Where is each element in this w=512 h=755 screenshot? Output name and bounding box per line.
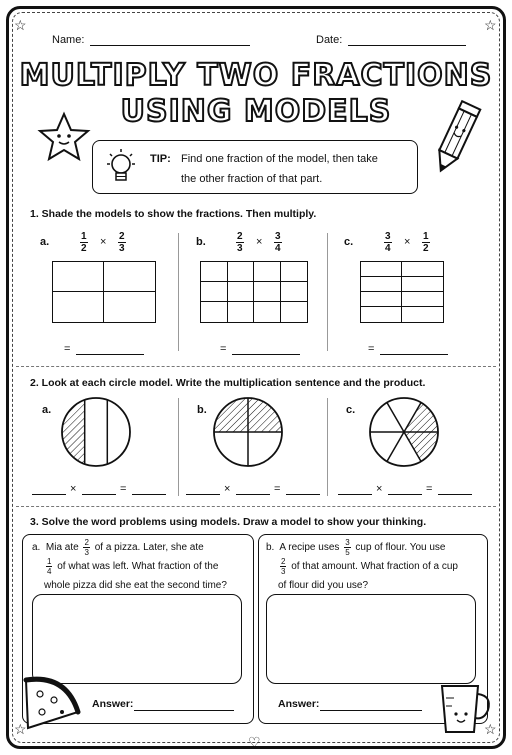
- grid-cell[interactable]: [361, 262, 402, 277]
- star-doodle-icon: ☆: [14, 17, 27, 33]
- grid-cell[interactable]: [402, 277, 443, 292]
- text-segment: Mia ate: [45, 542, 79, 554]
- date-label: Date:: [316, 34, 343, 46]
- fraction-grid-model[interactable]: [360, 261, 444, 323]
- numerator: 2: [281, 557, 286, 567]
- fraction: [280, 557, 286, 576]
- numerator: 3: [275, 231, 281, 242]
- problem-letter: c.: [346, 404, 356, 416]
- text-segment: whole pizza did she eat the second time?: [44, 580, 227, 592]
- fraction-grid-model[interactable]: [52, 261, 156, 323]
- grid-cell[interactable]: [228, 282, 255, 302]
- heart-doodle-icon: ♡: [248, 734, 261, 750]
- numerator: 3: [345, 538, 350, 547]
- work-area-b[interactable]: [266, 594, 476, 684]
- section1-heading: 1. Shade the models to show the fractions. Then multiply.: [30, 208, 317, 220]
- text-segment: cup of flour. You use: [355, 542, 446, 554]
- grid-cell[interactable]: [201, 262, 228, 282]
- answer-field-a[interactable]: [134, 710, 234, 711]
- word-problem-b-text: [266, 538, 486, 595]
- times-sign: ×: [256, 236, 263, 248]
- section-divider: [16, 506, 496, 507]
- denominator: 3: [281, 567, 286, 577]
- fraction: [236, 231, 244, 254]
- numerator: 1: [423, 231, 429, 242]
- denominator: 3: [84, 548, 89, 557]
- column-divider: [327, 398, 328, 496]
- grid-cell[interactable]: [402, 262, 443, 277]
- problem-letter: a.: [42, 404, 52, 416]
- text-segment: of that amount. What fraction of a cup: [291, 561, 458, 573]
- fraction: [422, 231, 430, 254]
- pencil-mascot-icon: [428, 96, 484, 180]
- fraction: [344, 538, 350, 557]
- grid-cell[interactable]: [104, 262, 155, 292]
- fraction: [384, 231, 392, 254]
- star-mascot-icon: [36, 110, 92, 166]
- answer-blank[interactable]: [236, 494, 270, 495]
- answer-blank[interactable]: [32, 494, 66, 495]
- problem-letter: c.: [344, 236, 354, 248]
- grid-cell[interactable]: [361, 277, 402, 292]
- answer-blank[interactable]: [338, 494, 372, 495]
- problem-letter: b.: [196, 236, 206, 248]
- numerator: 3: [385, 231, 391, 242]
- times-sign: ×: [376, 483, 383, 495]
- equals-sign: =: [426, 483, 433, 495]
- denominator: 3: [119, 243, 125, 254]
- grid-cell[interactable]: [254, 282, 281, 302]
- fraction: [118, 231, 126, 254]
- section2-heading: 2. Look at each circle model. Write the multiplication sentence and the product.: [30, 377, 426, 389]
- grid-cell[interactable]: [53, 292, 104, 322]
- text-segment: A recipe uses: [279, 542, 340, 554]
- page-title: MULTIPLY TWO FRACTIONS: [19, 58, 493, 93]
- column-divider: [327, 233, 328, 351]
- denominator: 2: [81, 243, 87, 254]
- grid-cell[interactable]: [104, 292, 155, 322]
- fraction: [274, 231, 282, 254]
- page-subtitle: USING MODELS: [120, 94, 392, 129]
- tip-text-line1: Find one fraction of the model, then take: [181, 153, 378, 165]
- times-sign: ×: [70, 483, 77, 495]
- answer-label-b: Answer:: [278, 698, 320, 710]
- grid-cell[interactable]: [228, 262, 255, 282]
- fraction: [80, 231, 88, 254]
- answer-blank[interactable]: [132, 494, 166, 495]
- grid-cell[interactable]: [254, 302, 281, 322]
- denominator: 2: [423, 243, 429, 254]
- problem-letter: a.: [32, 542, 41, 554]
- tip-box: [92, 140, 418, 194]
- times-sign: ×: [404, 236, 411, 248]
- answer-blank[interactable]: [286, 494, 320, 495]
- grid-cell[interactable]: [228, 302, 255, 322]
- answer-blank[interactable]: [380, 354, 448, 355]
- grid-cell[interactable]: [254, 262, 281, 282]
- lightbulb-icon: [104, 148, 138, 188]
- star-doodle-icon: ☆: [14, 721, 27, 737]
- answer-blank[interactable]: [438, 494, 472, 495]
- answer-field-b[interactable]: [320, 710, 422, 711]
- grid-cell[interactable]: [201, 302, 228, 322]
- star-doodle-icon: ☆: [484, 17, 497, 33]
- fraction-grid-model[interactable]: [200, 261, 308, 323]
- answer-blank[interactable]: [186, 494, 220, 495]
- column-divider: [178, 398, 179, 496]
- tip-text-line2: the other fraction of that part.: [181, 173, 323, 185]
- grid-cell[interactable]: [402, 292, 443, 307]
- date-field[interactable]: [348, 45, 466, 46]
- answer-blank[interactable]: [232, 354, 300, 355]
- work-area-a[interactable]: [32, 594, 242, 684]
- numerator: 1: [47, 557, 52, 567]
- section3-heading: 3. Solve the word problems using models. Draw a model to show your thinking.: [30, 516, 427, 528]
- tip-label: TIP:: [150, 153, 171, 165]
- grid-cell[interactable]: [281, 302, 308, 322]
- answer-blank[interactable]: [76, 354, 144, 355]
- problem-letter: a.: [40, 236, 50, 248]
- times-sign: ×: [100, 236, 107, 248]
- grid-cell[interactable]: [361, 292, 402, 307]
- denominator: 4: [275, 243, 281, 254]
- column-divider: [178, 233, 179, 351]
- star-doodle-icon: ☆: [484, 721, 497, 737]
- equals-sign: =: [274, 483, 281, 495]
- answer-blank[interactable]: [388, 494, 422, 495]
- grid-cell[interactable]: [361, 307, 402, 322]
- equals-sign: =: [120, 483, 127, 495]
- grid-cell[interactable]: [53, 262, 104, 292]
- fraction: [83, 538, 89, 557]
- text-segment: of a pizza. Later, she ate: [94, 542, 204, 554]
- numerator: 2: [237, 231, 243, 242]
- denominator: 4: [385, 243, 391, 254]
- grid-cell[interactable]: [402, 307, 443, 322]
- numerator: 2: [119, 231, 125, 242]
- grid-cell[interactable]: [201, 282, 228, 302]
- measuring-cup-icon: [432, 680, 494, 736]
- denominator: 3: [237, 243, 243, 254]
- section-divider: [16, 366, 496, 367]
- times-sign: ×: [224, 483, 231, 495]
- problem-letter: b.: [197, 404, 207, 416]
- grid-cell[interactable]: [281, 262, 308, 282]
- numerator: 2: [84, 538, 89, 547]
- answer-blank[interactable]: [82, 494, 116, 495]
- denominator: 4: [47, 567, 52, 577]
- fraction: [46, 557, 52, 576]
- problem-letter: b.: [266, 542, 275, 554]
- grid-cell[interactable]: [281, 282, 308, 302]
- answer-label-a: Answer:: [92, 698, 134, 710]
- denominator: 5: [345, 548, 350, 557]
- numerator: 1: [81, 231, 87, 242]
- text-segment: of what was left. What fraction of the: [57, 561, 219, 573]
- name-label: Name:: [52, 34, 85, 46]
- pizza-slice-icon: [18, 672, 84, 734]
- name-field[interactable]: [90, 45, 250, 46]
- equals-sign: =: [368, 343, 375, 355]
- word-problem-a-text: [32, 538, 250, 595]
- equals-sign: =: [220, 343, 227, 355]
- equals-sign: =: [64, 343, 71, 355]
- text-segment: of flour did you use?: [278, 580, 369, 592]
